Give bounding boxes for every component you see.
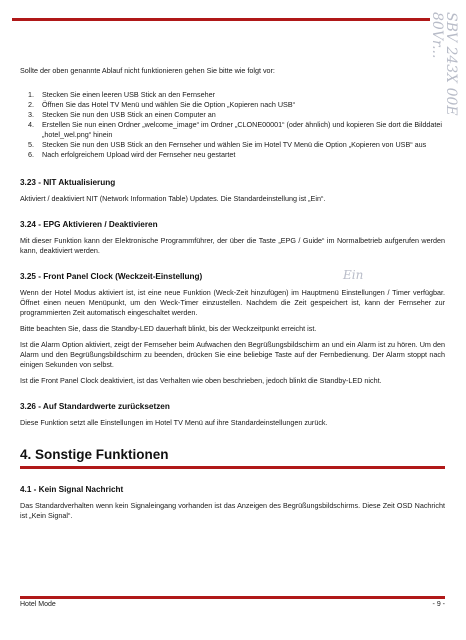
section-3-23-body: Aktiviert / deaktiviert NIT (Network Information Table) Updates. Die Standardeinstellung ist „Ein“. — [20, 194, 326, 203]
step-number: 4. — [28, 120, 34, 129]
intro-text: Sollte der oben genannte Ablauf nicht funktionieren gehen Sie bitte wie folgt vor: — [20, 66, 275, 75]
step-number: 2. — [28, 100, 34, 109]
section-3-25-para-4: Ist die Front Panel Clock deaktiviert, ist das Verhalten wie oben beschrieben, jedoch blinkt die Standby-LED nicht. — [20, 376, 382, 385]
section-3-25-para-1: Wenn der Hotel Modus aktiviert ist, ist eine neue Funktion (Weck-Zeit hinzufügen) im Hauptmenü Einstellungen / Timer verfügbar. Öffnet einen neuen Menüpunkt, um den Weck-Timer einzustellen. Nachdem die Zeit gespeichert ist, kann der Fernseher zur programmierten Zeit automatisch eingeschaltet werden. — [20, 288, 445, 317]
document-body — [20, 66, 445, 527]
page-footer — [20, 596, 445, 608]
section-heading-3-26: 3.26 - Auf Standardwerte zurücksetzen — [20, 402, 170, 411]
step-number: 6. — [28, 150, 34, 159]
header-rule — [12, 18, 430, 21]
section-3-24-body: Mit dieser Funktion kann der Elektronische Programmführer, der über die Taste „EPG / Guide“ im Normalbetrieb aufgerufen werden kann, deaktiviert werden. — [20, 236, 445, 255]
step-item — [20, 150, 445, 160]
section-3-25-para-2: Bitte beachten Sie, dass die Standby-LED dauerhaft blinkt, bis der Weckzeitpunkt erreicht ist. — [20, 324, 317, 333]
step-text: Erstellen Sie nun einen Ordner „welcome_image“ im Ordner „CLONE00001“ (oder ähnlich) und kopieren Sie dort die Bilddatei „hotel_wel.png“ hinein — [42, 120, 442, 139]
section-heading-4-1: 4.1 - Kein Signal Nachricht — [20, 485, 124, 494]
section-heading-3-24: 3.24 - EPG Aktivieren / Deaktivieren — [20, 220, 158, 229]
steps-list — [20, 90, 445, 160]
handwritten-margin-note: Ein — [343, 268, 364, 282]
handwritten-note: SBV 243X 00E 80Vr... — [429, 12, 459, 116]
step-item — [20, 110, 445, 120]
section-heading-3-23: 3.23 - NIT Aktualisierung — [20, 178, 116, 187]
page-number: - 9 - — [432, 601, 445, 608]
step-item — [20, 90, 445, 100]
chapter-heading-4: 4. Sonstige Funktionen — [20, 447, 169, 462]
step-item — [20, 140, 445, 150]
step-text: Nach erfolgreichem Upload wird der Fernseher neu gestartet — [42, 150, 236, 159]
section-heading-3-25: 3.25 - Front Panel Clock (Weckzeit-Einstellung) — [20, 272, 203, 281]
step-number: 3. — [28, 110, 34, 119]
section-3-25-para-3: Ist die Alarm Option aktiviert, zeigt der Fernseher beim Aufwachen den Begrüßungsbildschirm an und ein Alarm ist zu hören. Um den Alarm und den Begrüßungsbildschirm zu beenden, drücken Sie eine beliebige Taste auf der Fernbedienung. Der Alarm stoppt nach einigen Sekunden von selbst. — [20, 340, 445, 369]
chapter-rule — [20, 466, 445, 469]
step-number: 1. — [28, 90, 34, 99]
step-text: Öffnen Sie das Hotel TV Menü und wählen Sie die Option „Kopieren nach USB“ — [42, 100, 296, 109]
footer-title: Hotel Mode — [20, 601, 56, 608]
step-item — [20, 100, 445, 110]
section-3-26-body: Diese Funktion setzt alle Einstellungen im Hotel TV Menü auf ihre Standardeinstellungen zurück. — [20, 418, 328, 427]
step-text: Stecken Sie nun den USB Stick an den Fernseher und wählen Sie im Hotel TV Menü die Option „Kopieren von USB“ aus — [42, 140, 427, 149]
step-number: 5. — [28, 140, 34, 149]
section-4-1-body: Das Standardverhalten wenn kein Signaleingang vorhanden ist das Anzeigen des Begrüßungsbildschirms. Diese Zeit OSD Nachricht ist „Kein Signal“. — [20, 501, 445, 520]
step-text: Stecken Sie einen leeren USB Stick an den Fernseher — [42, 90, 215, 99]
step-item — [20, 120, 445, 140]
step-text: Stecken Sie nun den USB Stick an einen Computer an — [42, 110, 216, 119]
